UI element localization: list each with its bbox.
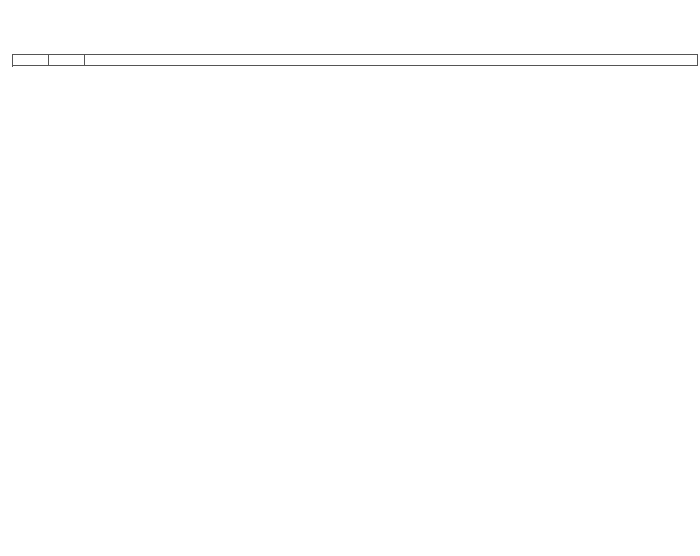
summary-table: [12, 54, 698, 66]
expenditure-header: [85, 55, 698, 66]
description-column-header: [49, 55, 85, 66]
class-column-header: [13, 55, 49, 66]
